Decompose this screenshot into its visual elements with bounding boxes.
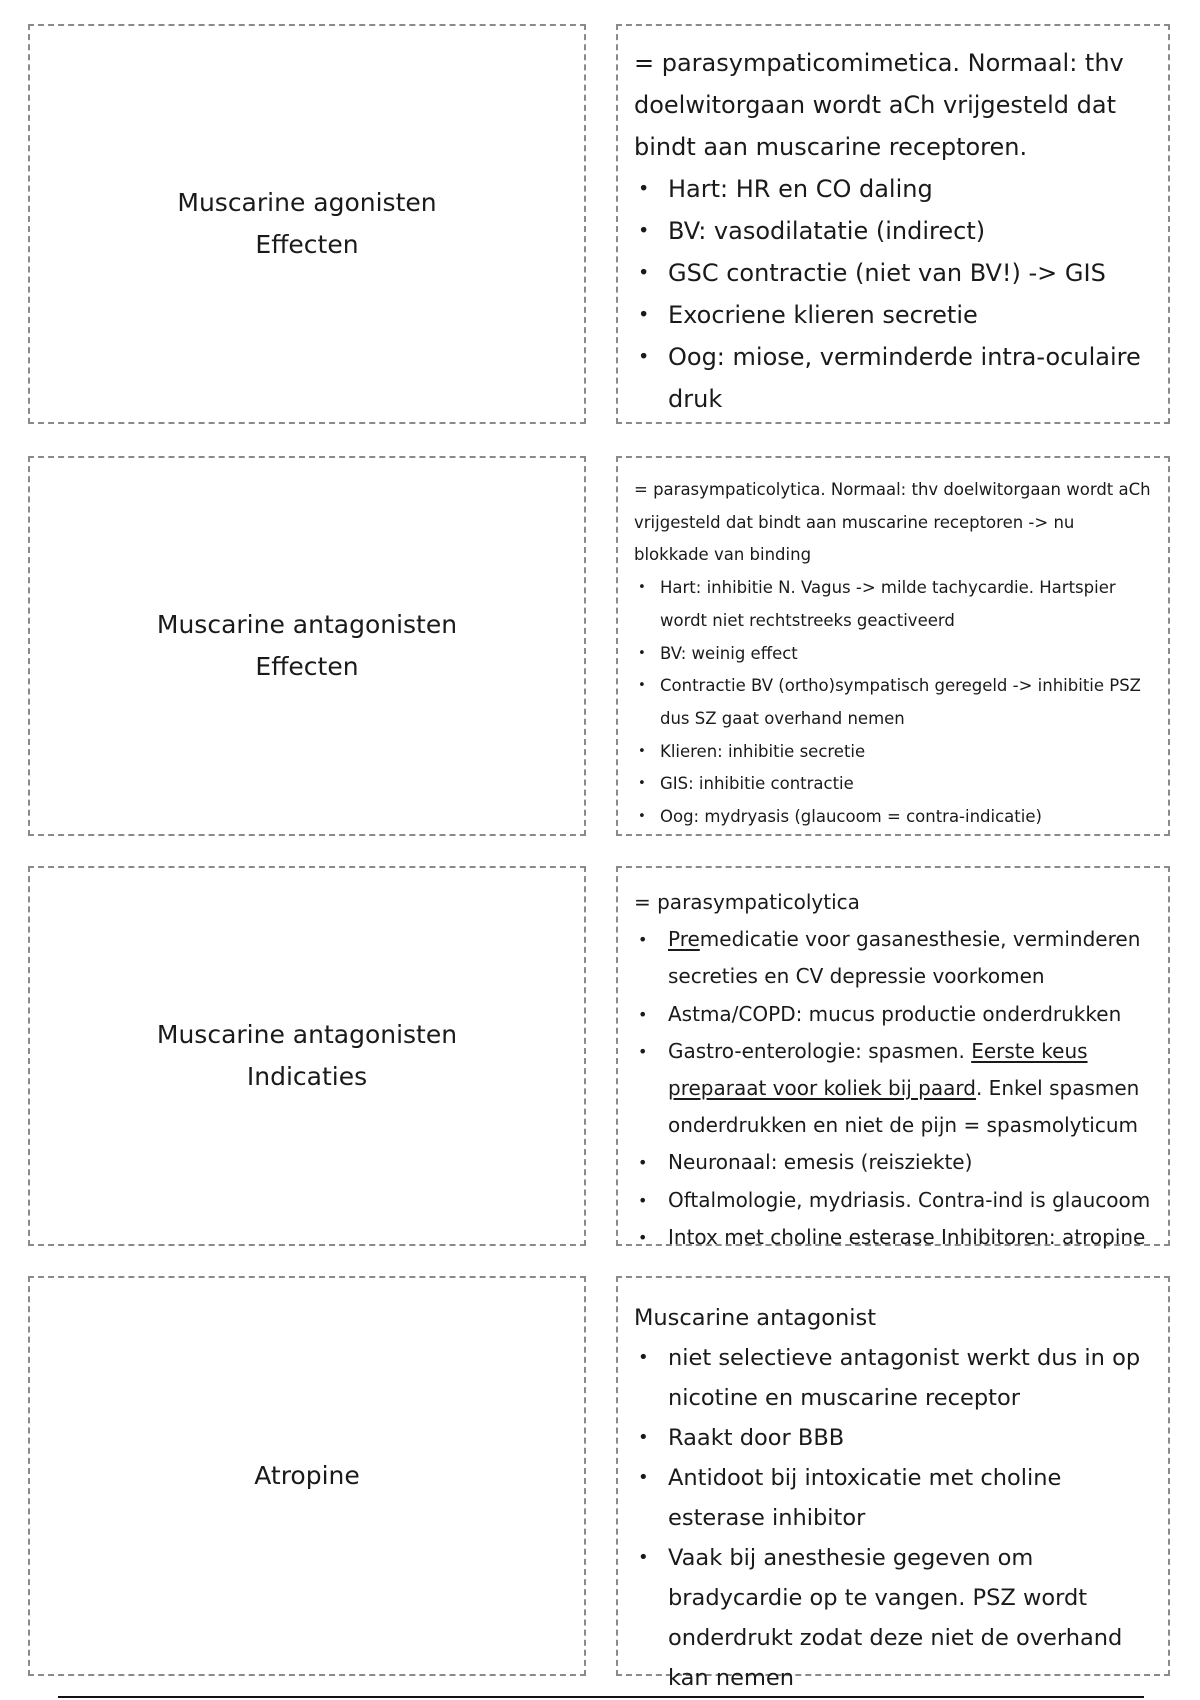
list-item: • Exocriene klieren secretie [634, 294, 1154, 336]
card-subtitle: Indicaties [246, 1062, 368, 1091]
bullet-list [634, 1338, 1154, 1698]
list-item: • Intox met choline esterase Inhibitoren: atropine [634, 1219, 1154, 1256]
underlined-text: Pre [668, 927, 700, 952]
list-item: • niet selectieve antagonist werkt dus in op nicotine en muscarine receptor [634, 1338, 1154, 1418]
card-intro: Muscarine antagonist [634, 1305, 877, 1331]
bullet-list [634, 168, 1154, 420]
flashcard-front [28, 24, 586, 424]
flashcard-back [616, 866, 1170, 1249]
list-item: • Antidoot bij intoxicatie met choline esterase inhibitor [634, 1458, 1154, 1538]
list-item [634, 1033, 1154, 1145]
card-title: Muscarine antagonisten [156, 610, 458, 639]
list-item: • Oog: mydryasis (glaucoom = contra-indicatie) [634, 801, 1154, 834]
list-item: • Oftalmologie, mydriasis. Contra-ind is glaucoom [634, 1182, 1154, 1219]
list-item: • BV: weinig effect [634, 638, 1154, 671]
flashcard-front [28, 1276, 586, 1676]
list-item: • Oog: miose, verminderde intra-oculaire druk [634, 336, 1154, 420]
page-divider [58, 1696, 1144, 1698]
card-intro: = parasympaticolytica [634, 890, 860, 914]
list-item: • BV: vasodilatatie (indirect) [634, 210, 1154, 252]
list-item: • Astma/COPD: mucus productie onderdrukken [634, 996, 1154, 1033]
underlined-text: Eerste keus preparaat voor koliek bij paard [668, 1038, 1088, 1101]
list-item: • Contractie BV (ortho)sympatisch geregeld -> inhibitie PSZ dus SZ gaat overhand nemen [634, 670, 1154, 735]
list-item: • Vaak bij anesthesie gegeven om bradycardie op te vangen. PSZ wordt onderdrukt zodat deze niet de overhand kan nemen [634, 1538, 1154, 1698]
list-item: • Raakt door BBB [634, 1418, 1154, 1458]
list-item: • GSC contractie (niet van BV!) -> GIS [634, 252, 1154, 294]
flashcard-front [28, 866, 586, 1246]
bullet-list [634, 572, 1154, 834]
flashcard-front [28, 456, 586, 836]
card-subtitle: Effecten [255, 652, 359, 681]
card-title: Muscarine antagonisten [156, 1020, 458, 1049]
flashcard-back [616, 456, 1170, 836]
bullet-list [634, 921, 1154, 1256]
item-text: Gastro-enterologie: spasmen. [668, 1038, 972, 1063]
item-text: medicatie voor gasanesthesie, verminderen secreties en CV depressie voorkomen [668, 927, 1141, 989]
list-item: • GIS: inhibitie contractie [634, 768, 1154, 801]
card-intro: = parasympaticomimetica. Normaal: thv doelwitorgaan wordt aCh vrijgesteld dat bindt aan muscarine receptoren. [634, 49, 1124, 161]
list-item [634, 921, 1154, 995]
list-item: • Hart: HR en CO daling [634, 168, 1154, 210]
card-intro: = parasympaticolytica. Normaal: thv doelwitorgaan wordt aCh vrijgesteld dat bindt aan muscarine receptoren -> nu blokkade van binding [634, 480, 1151, 565]
list-item: • Klieren: inhibitie secretie [634, 736, 1154, 769]
card-subtitle: Effecten [255, 230, 359, 259]
card-title: Muscarine agonisten [177, 188, 437, 217]
flashcard-back [616, 1276, 1170, 1691]
card-title: Atropine [254, 1461, 360, 1490]
list-item: • Hart: inhibitie N. Vagus -> milde tachycardie. Hartspier wordt niet rechtstreeks geactiveerd [634, 572, 1154, 637]
item-text: . Enkel spasmen onderdrukken en niet de pijn = spasmolyticum [668, 1076, 1140, 1138]
list-item: • Neuronaal: emesis (reisziekte) [634, 1144, 1154, 1181]
flashcard-back [616, 24, 1170, 424]
